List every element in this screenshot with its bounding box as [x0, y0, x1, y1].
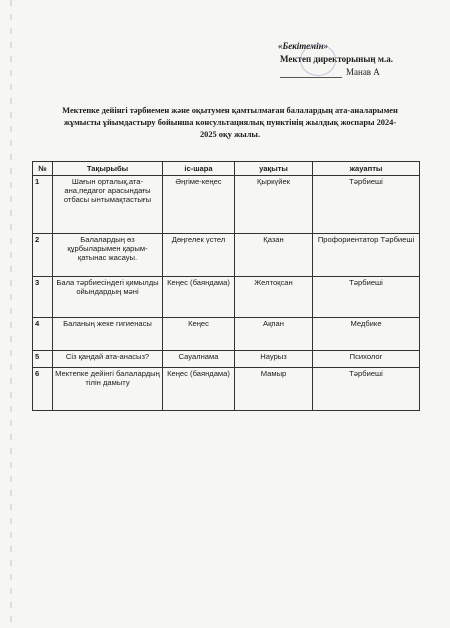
- cell-event: Кеңес (баяндама): [163, 368, 235, 411]
- cell-time: Мамыр: [235, 368, 313, 411]
- cell-event: Кеңес (баяндама): [163, 277, 235, 318]
- cell-responsible: Психолог: [313, 351, 420, 368]
- signature-line: [280, 77, 342, 78]
- cell-event: Дөңгелек үстел: [163, 234, 235, 277]
- cell-topic: Баланың жеке гигиенасы: [53, 318, 163, 351]
- cell-num: 4: [33, 318, 53, 351]
- cell-event: Кеңес: [163, 318, 235, 351]
- cell-responsible: Медбике: [313, 318, 420, 351]
- table-row: [33, 318, 420, 351]
- table-row: [33, 234, 420, 277]
- cell-time: Наурыз: [235, 351, 313, 368]
- header-num: №: [33, 162, 53, 176]
- plan-table: [32, 161, 420, 411]
- cell-time: Қыркүйек: [235, 176, 313, 234]
- cell-responsible: Профориентатор Тәрбиеші: [313, 234, 420, 277]
- table-row: [33, 176, 420, 234]
- cell-topic: Мектепке дейінгі балалардың тілін дамыту: [53, 368, 163, 411]
- table-header-row: [33, 162, 420, 176]
- approval-title: «Бекітемін»: [278, 41, 329, 51]
- stamp-mark: [300, 44, 336, 76]
- scan-edge-mark: [10, 0, 12, 628]
- cell-topic: Шағын орталық,ата-ана,педагог арасындағы отбасы ынтымақтастығы: [53, 176, 163, 234]
- cell-event: Әңгіме-кеңес: [163, 176, 235, 234]
- approval-name: Манав А: [346, 67, 380, 77]
- cell-responsible: Тәрбиеші: [313, 176, 420, 234]
- cell-num: 6: [33, 368, 53, 411]
- table-row: [33, 277, 420, 318]
- table-row: [33, 368, 420, 411]
- cell-num: 1: [33, 176, 53, 234]
- cell-time: Қазан: [235, 234, 313, 277]
- header-event: іс-шара: [163, 162, 235, 176]
- header-topic: Тақырыбы: [53, 162, 163, 176]
- table-row: [33, 351, 420, 368]
- cell-time: Ақпан: [235, 318, 313, 351]
- cell-responsible: Тәрбиеші: [313, 368, 420, 411]
- header-time: уақыты: [235, 162, 313, 176]
- approval-position: Мектеп директорының м.а.: [280, 54, 393, 64]
- header-responsible: жауапты: [313, 162, 420, 176]
- cell-topic: Бала тәрбиесіндегі қимылды ойындардың мәні: [53, 277, 163, 318]
- cell-num: 5: [33, 351, 53, 368]
- cell-responsible: Тәрбиеші: [313, 277, 420, 318]
- cell-num: 3: [33, 277, 53, 318]
- cell-event: Сауалнама: [163, 351, 235, 368]
- cell-num: 2: [33, 234, 53, 277]
- cell-topic: Балалардың өз құрбыларымен қарым-қатынас жасауы.: [53, 234, 163, 277]
- document-title: Мектепке дейінгі тәрбиемен және оқытумен қамтылмаған балалардың ата-аналарымен жұмысты ұйымдастыру бойынша консультациялық пунктінің жылдық жоспары 2024-2025 оқу жылы.: [62, 106, 398, 139]
- cell-time: Желтоқсан: [235, 277, 313, 318]
- cell-topic: Сіз қандай ата-анасыз?: [53, 351, 163, 368]
